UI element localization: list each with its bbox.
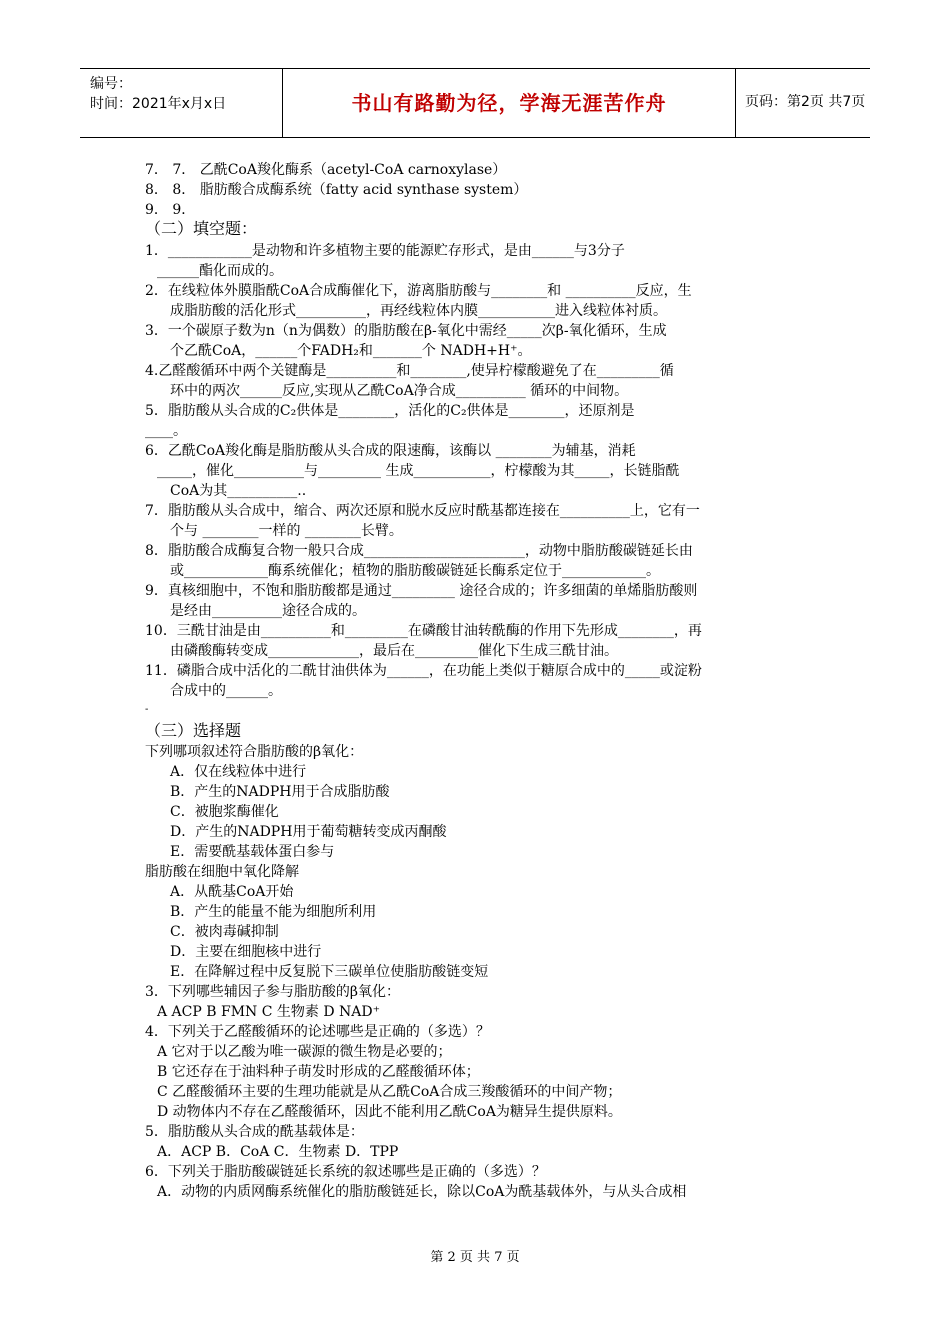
text-line: 4．下列关于乙醛酸循环的论述哪些是正确的（多选）？ bbox=[145, 1024, 490, 1040]
text-line: 是经由__________途径合成的。 bbox=[170, 603, 366, 619]
text-line: A 它对于以乙酸为唯一碳源的微生物是必要的； bbox=[157, 1044, 452, 1060]
text-line: E．在降解过程中反复脱下三碳单位使脂肪酸链变短 bbox=[170, 964, 489, 980]
page-footer: 第 2 页 共 7 页 bbox=[430, 1250, 520, 1265]
text-line: A ACP B FMN C 生物素 D NAD⁺ bbox=[157, 1004, 381, 1020]
text-line: E．需要酰基载体蛋白参与 bbox=[170, 844, 335, 860]
text-line: D 动物体内不存在乙醛酸循环，因此不能利用乙酰CoA为糖异生提供原料。 bbox=[157, 1104, 622, 1120]
text-line: - bbox=[145, 704, 149, 715]
text-line: 5．脂肪酸从头合成的C₂供体是________，活化的C₂供体是________，还原剂是 bbox=[145, 403, 635, 419]
text-line: B．产生的能量不能为细胞所利用 bbox=[170, 904, 377, 920]
text-line: 或____________酶系统催化；植物的脂肪酸碳链延长酶系定位于____________。 bbox=[170, 563, 660, 579]
text-line: 下列哪项叙述符合脂肪酸的β氧化： bbox=[145, 744, 364, 760]
text-line: 7． 7． 乙酰CoA羧化酶系（acetyl-CoA carnoxylase） bbox=[145, 162, 507, 178]
section-heading: （二）填空题： bbox=[145, 219, 258, 238]
text-line: 由磷酸酶转变成_____________，最后在_________催化下生成三酰甘油。 bbox=[170, 643, 618, 659]
text-line: A．ACP B．CoA C．生物素 D．TPP bbox=[157, 1144, 399, 1160]
text-line: 脂肪酸在细胞中氧化降解 bbox=[145, 864, 299, 880]
text-line: C．被胞浆酶催化 bbox=[170, 804, 279, 820]
text-line: D．主要在细胞核中进行 bbox=[170, 944, 322, 960]
text-line: ______酯化而成的。 bbox=[157, 263, 283, 279]
text-line: 2．在线粒体外膜脂酰CoA合成酶催化下，游离脂肪酸与________和 __________反应，生 bbox=[145, 283, 692, 299]
section-heading: （三）选择题 bbox=[145, 721, 242, 740]
header-motto: 书山有路勤为径，学海无涯苦作舟 bbox=[351, 91, 667, 115]
text-line: B．产生的NADPH用于合成脂肪酸 bbox=[170, 784, 390, 800]
text-line: 3．一个碳原子数为n（n为偶数）的脂肪酸在β-氧化中需经_____次β-氧化循环，生成 bbox=[145, 323, 667, 339]
text-line: 合成中的______。 bbox=[170, 683, 282, 699]
text-line: 10．三酰甘油是由__________和_________在磷酸甘油转酰酶的作用下先形成________，再 bbox=[145, 623, 702, 639]
doc-number-label: 编号： bbox=[90, 76, 132, 92]
text-line: 个乙酰CoA，______个FADH₂和_______个 NADH+H⁺。 bbox=[170, 343, 532, 359]
text-line: _____，催化__________与_________ 生成___________，柠檬酸为其_____，长链脂酰 bbox=[157, 463, 680, 479]
text-line: 成脂肪酸的活化形式__________，再经线粒体内膜___________进入线粒体衬质。 bbox=[170, 303, 667, 319]
text-line: C．被肉毒碱抑制 bbox=[170, 924, 279, 940]
text-line: A．仅在线粒体中进行 bbox=[170, 764, 307, 780]
text-line: A．从酰基CoA开始 bbox=[170, 884, 294, 900]
header-meta-cell bbox=[80, 69, 282, 137]
text-line: 3．下列哪些辅因子参与脂肪酸的β氧化： bbox=[145, 984, 400, 1000]
text-line: 个与 ________一样的 ________长臂。 bbox=[170, 523, 403, 539]
text-line: C 乙醛酸循环主要的生理功能就是从乙酰CoA合成三羧酸循环的中间产物； bbox=[157, 1084, 622, 1100]
text-line: B 它还存在于油料种子萌发时形成的乙醛酸循环体； bbox=[157, 1064, 480, 1080]
text-line: 9．真核细胞中，不饱和脂肪酸都是通过_________ 途径合成的；许多细菌的单烯脂肪酸则 bbox=[145, 583, 698, 599]
text-line: 6．乙酰CoA羧化酶是脂肪酸从头合成的限速酶，该酶以 ________为辅基，消耗 bbox=[145, 443, 636, 459]
header-page-label: 页码：第2页 共7页 bbox=[745, 94, 866, 110]
header-motto-cell bbox=[282, 69, 736, 137]
header-page-cell bbox=[735, 69, 870, 137]
text-line: 6．下列关于脂肪酸碳链延长系统的叙述哪些是正确的（多选）？ bbox=[145, 1164, 546, 1180]
text-line: ____。 bbox=[145, 423, 187, 439]
text-line: A．动物的内质网酶系统催化的脂肪酸链延长，除以CoA为酰基载体外，与从头合成相 bbox=[157, 1184, 687, 1200]
text-line: CoA为其__________.. bbox=[170, 483, 307, 499]
page-header bbox=[80, 68, 870, 138]
text-line: 环中的两次______反应,实现从乙酰CoA净合成__________ 循环的中间物。 bbox=[170, 383, 629, 399]
text-line: D．产生的NADPH用于葡萄糖转变成丙酮酸 bbox=[170, 824, 447, 840]
doc-date-label: 时间：2021年x月x日 bbox=[90, 96, 227, 112]
text-line: 1．____________是动物和许多植物主要的能源贮存形式，是由______与3分子 bbox=[145, 243, 625, 259]
text-line: 9． 9． bbox=[145, 202, 196, 218]
text-line: 11．磷脂合成中活化的二酰甘油供体为______，在功能上类似于糖原合成中的_____或淀粉 bbox=[145, 663, 702, 679]
text-line: 8． 8． 脂肪酸合成酶系统（fatty acid synthase system） bbox=[145, 182, 528, 198]
text-line: 7．脂肪酸从头合成中，缩合、两次还原和脱水反应时酰基都连接在__________上，它有一 bbox=[145, 503, 700, 519]
text-line: 4.乙醛酸循环中两个关键酶是__________和________,使异柠檬酸避免了在_________循 bbox=[145, 363, 674, 379]
text-line: 8．脂肪酸合成酶复合物一般只合成_______________________，动物中脂肪酸碳链延长由 bbox=[145, 543, 693, 559]
text-line: 5．脂肪酸从头合成的酰基载体是： bbox=[145, 1124, 364, 1140]
